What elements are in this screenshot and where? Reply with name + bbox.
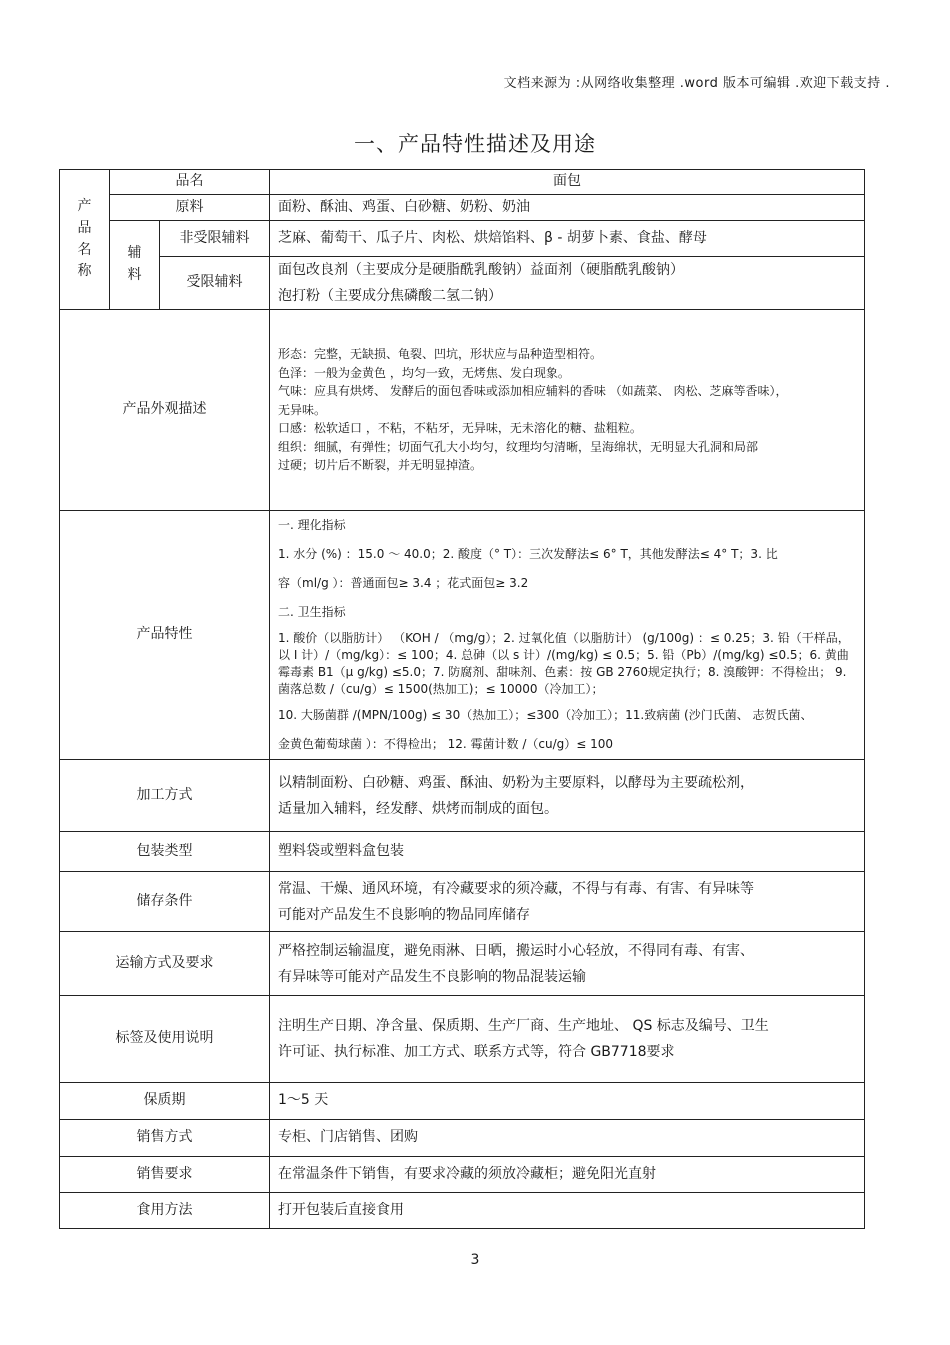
storage-value: 常温、干燥、通风环境，有冷藏要求的须冷藏，不得与有毒、有害、有异味等 可能对产品发生不良影响的物品同库储存: [270, 872, 865, 932]
sales-method-label: 销售方式: [60, 1120, 270, 1157]
nonrestricted-aux-value: 芝麻、葡萄干、瓜子片、肉松、烘焙馅料、β - 胡萝卜素、食盐、酵母: [270, 221, 865, 257]
raw-material-label: 原料: [110, 195, 270, 221]
processing-value: 以精制面粉、白砂糖、鸡蛋、酥油、奶粉为主要原料，以酵母为主要疏松剂， 适量加入辅料，经发酵、烘烤而制成的面包。: [270, 760, 865, 832]
header-note: 文档来源为 :从网络收集整理 .word 版本可编辑 .欢迎下载支持 .: [503, 76, 890, 91]
table-row: [60, 170, 865, 195]
table-row: [60, 872, 865, 932]
table-row: [60, 257, 865, 310]
characteristics-description: 一. 理化指标 1. 水分 (%) ：15.0 ～ 40.0；2. 酸度（° T）：三次发酵法≤ 6° T，其他发酵法≤ 4° T；3. 比 容（ml/g ）：普通面包≥ 3.4 ；花式面包≥ 3.2 二. 卫生指标 1. 酸价（以脂肪计） （KOH / （mg/g）；2. 过氧化值（以脂肪计） (g/100g) ：≤ 0.25；3. 铅（干样品，以 I 计）/（mg/kg）：≤ 100；4. 总砷（以 s 计）/(mg/kg) ≤ 0.5；5. 铅（Pb）/(mg/kg) ≤0.5；6. 黄曲霉毒素 B1（μ g/kg) ≤5.0；7. 防腐剂、甜味剂、色素：按 GB 2760规定执行；8. 溴酸钾：不得检出； 9. 菌落总数 /（cu/g）≤ 1500(热加工)；≤ 10000（冷加工）； 10. 大肠菌群 /(MPN/100g) ≤ 30（热加工）；≤300（冷加工）；11.致病菌 (沙门氏菌、 志贺氏菌、 金黄色葡萄球菌 ）：不得检出； 12. 霉菌计数 /（cu/g）≤ 100: [270, 511, 865, 760]
page-number: 3: [470, 1252, 480, 1268]
shelf-life-label: 保质期: [60, 1083, 270, 1120]
table-row: [60, 932, 865, 996]
packaging-value: 塑料袋或塑料盒包装: [270, 832, 865, 872]
page-title: 一、产品特性描述及用途: [354, 132, 596, 156]
characteristics-label: 产品特性: [60, 511, 270, 760]
shelf-life-value: 1～5 天: [270, 1083, 865, 1120]
sales-requirement-label: 销售要求: [60, 1157, 270, 1193]
table-row: [60, 1157, 865, 1193]
product-spec-table: [59, 169, 865, 1229]
product-name-group-label: 产 品 名 称: [60, 170, 110, 310]
transport-label: 运输方式及要求: [60, 932, 270, 996]
name-value: 面包: [270, 170, 865, 195]
auxiliary-label: 辅 料: [110, 221, 160, 310]
table-row: [60, 195, 865, 221]
appearance-description: 形态：完整，无缺损、龟裂、凹坑，形状应与品种造型相符。 色泽：一般为金黄色 ，均匀一致，无烤焦、发白现象。 气味：应具有烘烤、 发酵后的面包香味或添加相应辅料的香味 （如蔬菜、 肉松、芝麻等香味）， 无异味。 口感：松软适口 ，不粘，不粘牙，无异味，无未溶化的糖、盐粗粒。 组织：细腻，有弹性；切面气孔大小均匀，纹理均匀清晰，呈海绵状，无明显大孔洞和局部 过硬；切片后不断裂，并无明显掉渣。: [270, 310, 865, 511]
consumption-label: 食用方法: [60, 1193, 270, 1229]
table-row: [60, 1120, 865, 1157]
sales-method-value: 专柜、门店销售、团购: [270, 1120, 865, 1157]
consumption-value: 打开包装后直接食用: [270, 1193, 865, 1229]
labeling-value: 注明生产日期、净含量、保质期、生产厂商、生产地址、 QS 标志及编号、卫生 许可证、执行标准、加工方式、联系方式等，符合 GB7718要求: [270, 996, 865, 1083]
packaging-label: 包装类型: [60, 832, 270, 872]
table-row: [60, 1193, 865, 1229]
name-label: 品名: [110, 170, 270, 195]
nonrestricted-aux-label: 非受限辅料: [160, 221, 270, 257]
storage-label: 储存条件: [60, 872, 270, 932]
raw-material-value: 面粉、酥油、鸡蛋、白砂糖、奶粉、奶油: [270, 195, 865, 221]
labeling-label: 标签及使用说明: [60, 996, 270, 1083]
table-row: [60, 1083, 865, 1120]
table-row: [60, 760, 865, 832]
transport-value: 严格控制运输温度，避免雨淋、日晒，搬运时小心轻放，不得同有毒、有害、 有异味等可能对产品发生不良影响的物品混装运输: [270, 932, 865, 996]
table-row: [60, 832, 865, 872]
table-row: [60, 511, 865, 760]
table-row: [60, 310, 865, 511]
table-row: [60, 996, 865, 1083]
table-row: [60, 221, 865, 257]
restricted-aux-value: 面包改良剂（主要成分是硬脂酰乳酸钠）益面剂（硬脂酰乳酸钠） 泡打粉（主要成分焦磷酸二氢二钠）: [270, 257, 865, 310]
processing-label: 加工方式: [60, 760, 270, 832]
restricted-aux-label: 受限辅料: [160, 257, 270, 310]
sales-requirement-value: 在常温条件下销售，有要求冷藏的须放冷藏柜；避免阳光直射: [270, 1157, 865, 1193]
appearance-label: 产品外观描述: [60, 310, 270, 511]
